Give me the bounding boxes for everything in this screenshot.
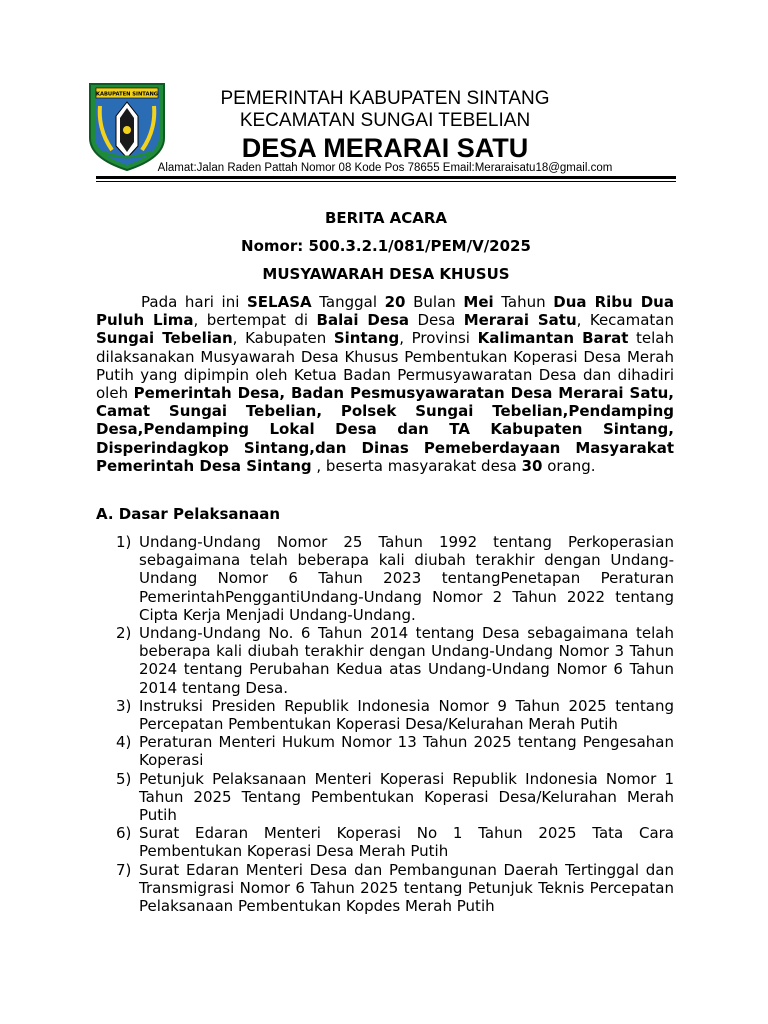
document-number: Nomor: 500.3.2.1/081/PEM/V/2025	[241, 237, 531, 255]
government-name: PEMERINTAH KABUPATEN SINTANG	[220, 88, 550, 109]
list-item: 4) Peraturan Menteri Hukum Nomor 13 Tahun 2025 tentang Pengesahan Koperasi	[116, 733, 674, 770]
letterhead-rule-thin	[96, 181, 676, 182]
district-name: KECAMATAN SUNGAI TEBELIAN	[239, 110, 531, 131]
month-value: Mei	[463, 293, 494, 311]
address-line: Alamat:Jalan Raden Pattah Nomor 08 Kode Pos 78655 Email:Meraraisatu18@gmail.com	[157, 162, 613, 174]
list-item: 7) Surat Edaran Menteri Desa dan Pembangunan Daerah Tertinggal dan Transmigrasi Nomor 6 Tahun 2025 tentang Petunjuk Teknis Percepatan Pelaksanaan Pembentukan Kopdes Merah Putih	[116, 860, 674, 916]
village-value: Merarai Satu	[463, 311, 577, 330]
document-heading: BERITA ACARA	[324, 209, 448, 227]
section-a-heading: A. Dasar Pelaksanaan	[96, 505, 281, 523]
list-item: 1) Undang-Undang Nomor 25 Tahun 1992 tentang Perkoperasian sebagaimana telah beberapa kali diubah terakhir dengan Undang-Undang Nomor 6 Tahun 2023 tentangPenetapan Peraturan PemerintahPenggantiUndang-Undang Nomor 2 Tahun 2022 tentang Cipta Kerja Menjadi Undang-Undang.	[116, 533, 674, 624]
opening-paragraph: Pada hari ini SELASA Tanggal 20 Bulan Mei Tahun Dua Ribu Dua Puluh Lima, bertempat di Balai Desa Desa Merarai Satu, Kecamatan Sungai Tebelian, Kabupaten Sintang, Provinsi Kalimantan Barat telah dilaksanakan Musyawarah Desa Khusus Pembentukan Koperasi Desa Merah Putih yang dipimpin oleh Ketua Badan Permusyawaratan Desa dan dihadiri oleh Pemerintah Desa, Badan Pesmusyawaratan Desa Merarai Satu, Camat Sungai Tebelian, Polsek Sungai Tebelian,Pendamping Desa,Pendamping Lokal Desa dan TA Kabupaten Sintang, Disperindagkop Sintang,dan Dinas Pemeberdayaan Masyarakat Pemerintah Desa Sintang , beserta masyarakat desa 30 orang.	[96, 293, 674, 475]
document-subject: MUSYAWARAH DESA KHUSUS	[262, 265, 510, 283]
count-value: 30	[521, 456, 543, 475]
list-item: 5) Petunjuk Pelaksanaan Menteri Koperasi Republik Indonesia Nomor 1 Tahun 2025 Tentang Pembentukan Koperasi Desa/Kelurahan Merah Putih	[116, 769, 674, 825]
logo-label: KABUPATEN SINTANG	[95, 91, 159, 98]
list-item: 3) Instruksi Presiden Republik Indonesia Nomor 9 Tahun 2025 tentang Percepatan Pembentukan Koperasi Desa/Kelurahan Merah Putih	[116, 696, 674, 734]
regency-value: Sintang	[333, 329, 400, 348]
date-value: 20	[384, 293, 406, 311]
day-value: SELASA	[246, 293, 312, 311]
letterhead-rule-thick	[96, 176, 676, 179]
legal-basis-list	[96, 533, 674, 915]
list-item: 6) Surat Edaran Menteri Koperasi No 1 Tahun 2025 Tata Cara Pembentukan Koperasi Desa Merah Putih	[116, 824, 674, 861]
year-value: Dua Ribu Dua Puluh Lima	[96, 293, 674, 330]
place-value: Balai Desa	[316, 311, 410, 330]
province-value: Kalimantan Barat	[477, 329, 629, 348]
attendees-value: Pemerintah Desa, Badan Pesmusyawaratan Desa Merarai Satu, Camat Sungai Tebelian, Polsek Sungai Tebelian,Pendamping Desa,Pendamping Lokal Desa dan TA Kabupaten Sintang, Disperindagkop Sintang,dan Dinas Pemeberdayaan Masyarakat Pemerintah Desa Sintang	[96, 384, 674, 475]
district-value: Sungai Tebelian	[96, 329, 233, 348]
list-item: 2) Undang-Undang No. 6 Tahun 2014 tentang Desa sebagaimana telah beberapa kali diubah terakhir dengan Undang-Undang Nomor 3 Tahun 2024 tentang Perubahan Kedua atas Undang-Undang Nomor 6 Tahun 2014 tentang Desa.	[116, 624, 674, 697]
village-name: DESA MERARAI SATU	[241, 133, 529, 163]
